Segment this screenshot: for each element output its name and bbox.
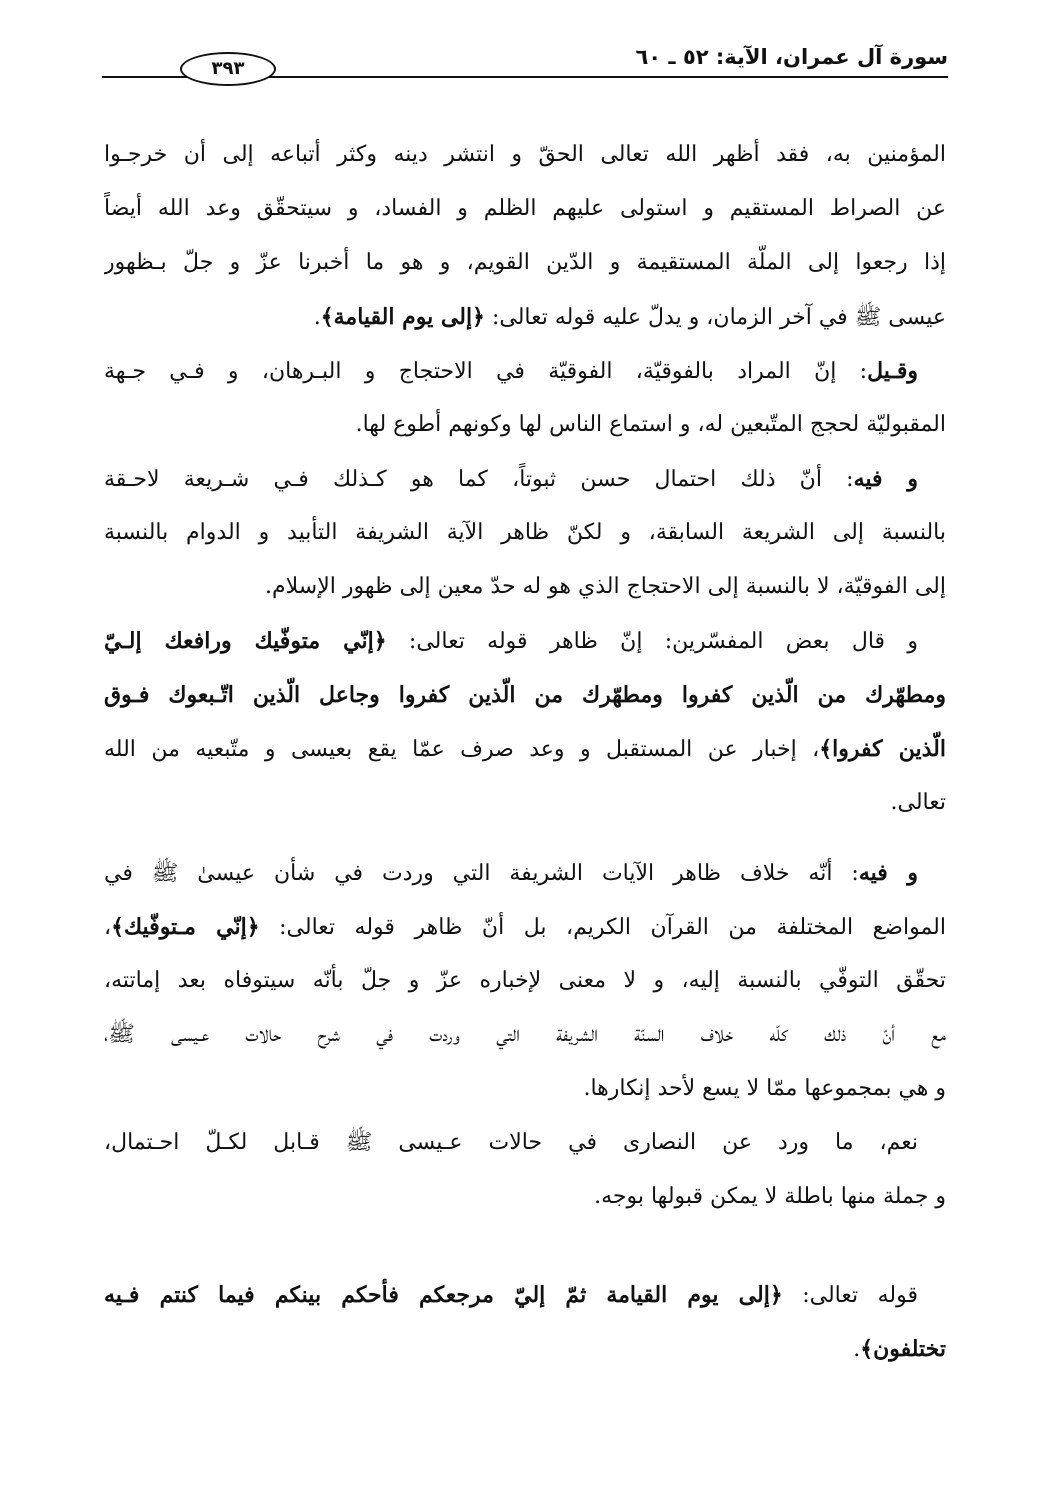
text-segment: عيسى ﷺ في آخر الزمان، و يدلّ عليه قوله تعالى:: [484, 305, 946, 330]
text-line: [104, 344, 946, 398]
bold-text-segment: تختلفون﴾: [860, 1336, 946, 1362]
text-segment: بالنسبة إلى الشريعة السابقة، و لكنّ ظاهر الآية الشريفة التأبيد و الدوام بالنسبة: [104, 520, 946, 545]
text-line: [104, 1268, 946, 1322]
text-line: [104, 900, 946, 954]
bold-text-segment: ﴿إلى يوم القيامة ثمّ إليّ مرجعكم فأحكم بينكم فيما كنتم فـيه: [104, 1282, 783, 1308]
text-segment: .: [313, 305, 321, 330]
bold-text-segment: و فيه: [853, 466, 918, 492]
page-number-badge: ٣٩٣: [180, 52, 276, 86]
text-segment: : أنّ ذلك احتمال حسن ثبوتاً، كما هو كـذلك فـي شـريعة لاحـقة: [104, 467, 854, 492]
bold-text-segment: وقـيل: [867, 358, 918, 384]
text-line: [104, 1170, 946, 1224]
text-line: [104, 128, 946, 182]
text-segment: إذا رجعوا إلى الملّة المستقيمة و الدّين القويم، و هو ما أخبرنا عزّ و جلّ بـظهور: [104, 250, 946, 275]
text-line: [104, 398, 946, 452]
text-segment: المواضع المختلفة من القرآن الكريم، بل أنّ ظاهر قوله تعالى:: [259, 915, 946, 940]
text-line: [104, 614, 946, 668]
text-line: [104, 290, 946, 344]
text-segment: عن الصراط المستقيم و استولى عليهم الظلم و الفساد، و سيتحقّق وعد الله أيضاً: [104, 196, 946, 221]
paragraph-gap: [104, 830, 946, 846]
text-segment: : أنّه خلاف ظاهر الآيات الشريفة التي وردت في شأن عيسىٰ ﷺ في: [104, 861, 859, 886]
text-line: [104, 668, 946, 722]
text-segment: المؤمنين به، فقد أظهر الله تعالى الحقّ و انتشر دينه وكثر أتباعه إلى أن خرجـوا: [104, 142, 946, 167]
bold-text-segment: ﴿إنّي مـتوفّيك﴾: [111, 914, 260, 940]
text-segment: تحقّق التوفّي بالنسبة إليه، و لا معنى لإخباره عزّ و جلّ بأنّه سيتوفاه بعد إماتته،: [104, 968, 946, 993]
text-line: [104, 1322, 946, 1376]
text-segment: إلى الفوقيّة، لا بالنسبة إلى الاحتجاج الذي هو له حدّ معين إلى ظهور الإسلام.: [265, 574, 946, 599]
text-line: [104, 1008, 946, 1062]
bold-text-segment: و فيه: [858, 860, 919, 886]
text-segment: ،: [104, 915, 112, 940]
text-segment: و قال بعض المفسّرين: إنّ ظاهر قوله تعالى:: [386, 629, 918, 654]
text-segment: تعالى.: [890, 790, 946, 815]
text-segment: : إنّ المراد بالفوقيّة، الفوقيّة في الاحتجاج و البـرهان، و فـي جـهة: [104, 359, 868, 384]
text-line: [104, 776, 946, 830]
bold-text-segment: ومطهّرك من الّذين كفروا ومطهّرك من الّذين كفروا وجاعل الّذين اتّـبعوك فـوق: [104, 682, 946, 708]
text-line: [104, 846, 946, 900]
text-line: [104, 236, 946, 290]
bold-text-segment: الّذين كفروا﴾: [819, 736, 946, 762]
text-segment: ، إخبار عن المستقبل و وعد صرف عمّا يقع بعيسى و متّبعيه من الله: [104, 737, 820, 762]
text-segment: و جملة منها باطلة لا يمكن قبولها بوجه.: [594, 1184, 946, 1209]
text-line: [104, 560, 946, 614]
page-header: [102, 40, 948, 82]
text-line: [104, 506, 946, 560]
text-line: [104, 954, 946, 1008]
paragraph-gap: [104, 1224, 946, 1268]
body-text: [104, 128, 946, 1376]
text-segment: قوله تعالى:: [782, 1283, 918, 1308]
bold-text-segment: ﴿إنّي متوفّيك ورافعك إلـيّ: [104, 628, 387, 654]
text-segment: نعم، ما ورد عن النصارى في حالات عـيسى ﷺ قـابل لكـلّ احـتمال،: [104, 1130, 918, 1155]
text-line: [104, 1116, 946, 1170]
text-segment: و هي بمجموعها ممّا لا يسع لأحد إنكارها.: [583, 1076, 946, 1101]
text-segment: المقبوليّة لحجج المتّبعين له، و استماع الناس لها وكونهم أطوع لها.: [355, 412, 946, 437]
text-line: [104, 452, 946, 506]
text-line: [104, 182, 946, 236]
text-segment: مع أنّ ذلك كلّه خلاف السنّة الشريفة التي وردت في شرح حالات عـيسى ﷺ،: [104, 1022, 946, 1047]
bold-text-segment: ﴿إلى يوم القيامة﴾: [320, 304, 485, 330]
text-line: [104, 722, 946, 776]
text-line: [104, 1062, 946, 1116]
text-segment: .: [853, 1337, 861, 1362]
surah-title: سورة آل عمران، الآية: ٥٢ ـ ٦٠: [635, 45, 948, 69]
